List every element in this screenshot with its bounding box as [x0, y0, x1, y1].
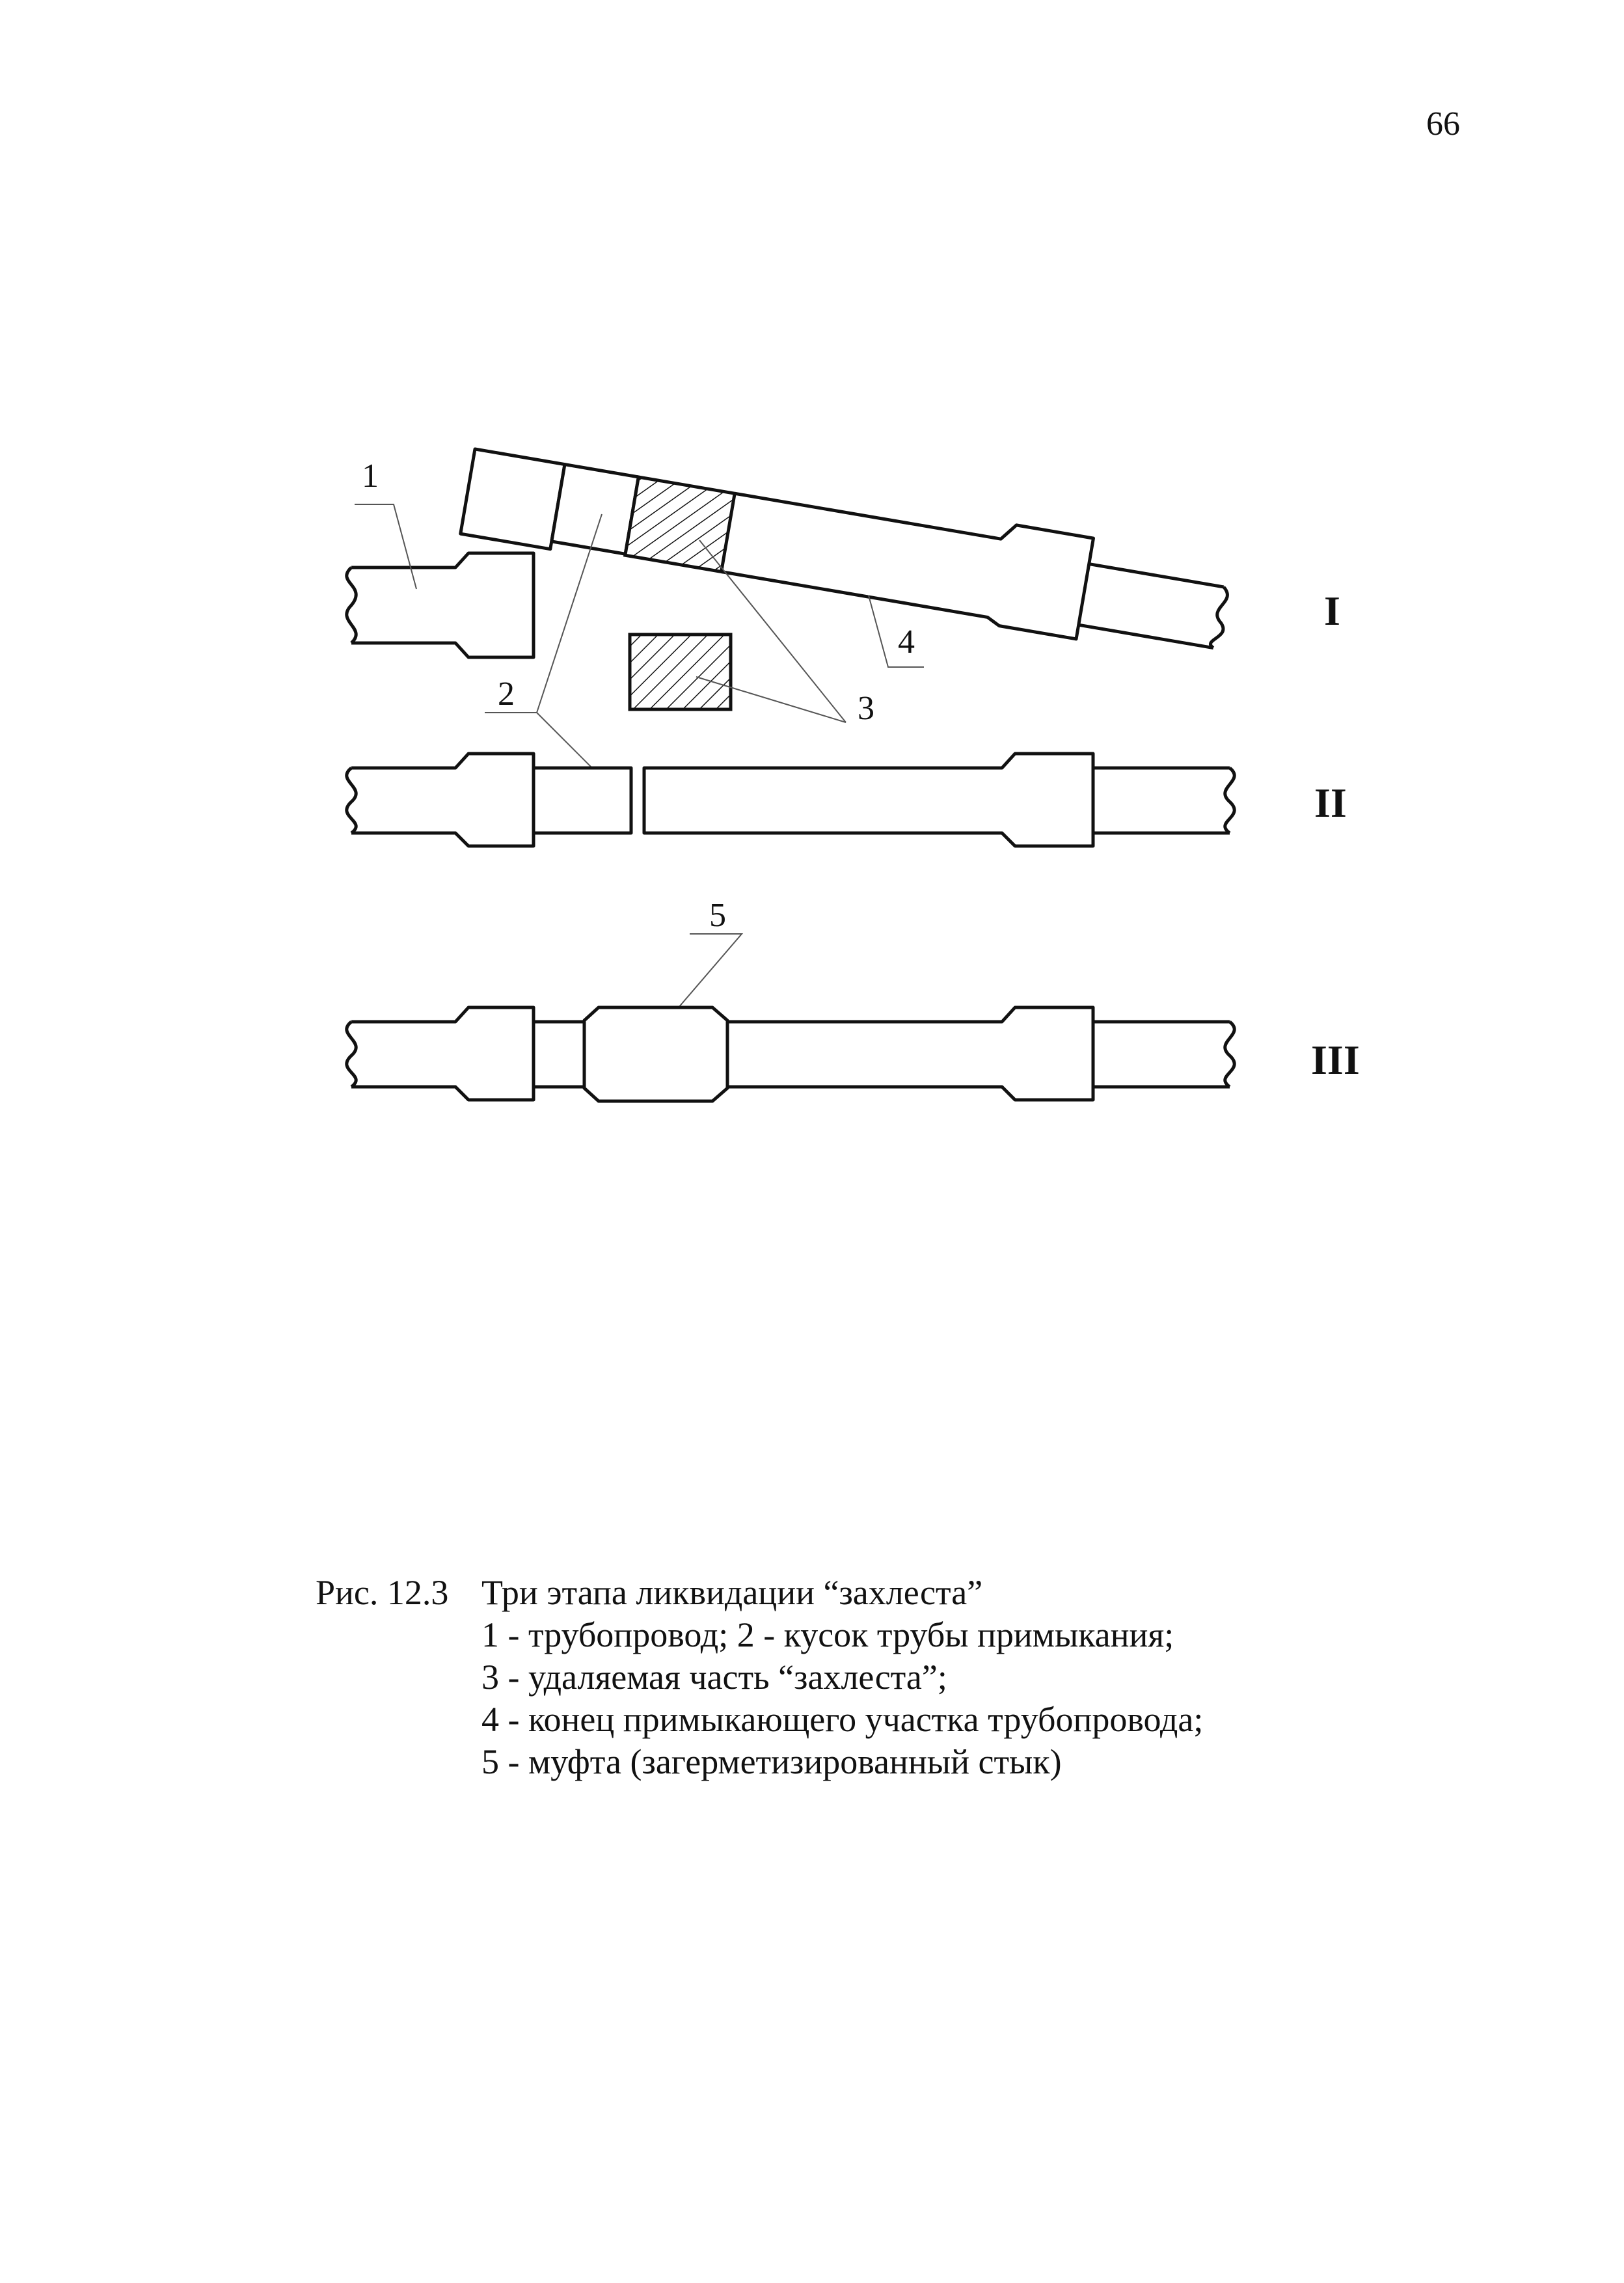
stage-1-tilted-pipe [461, 433, 1235, 663]
figure-caption [316, 1572, 1203, 1783]
stage-2-diagram [347, 754, 1234, 846]
callout-1: 1 [362, 458, 379, 495]
leader-1 [355, 504, 416, 589]
figure-title: Три этапа ликвидации “захлеста” [481, 1573, 983, 1612]
stage-label-3: III [1311, 1037, 1360, 1083]
callout-3: 3 [858, 690, 874, 727]
callout-2: 2 [498, 676, 515, 713]
stage-1-left-pipe [347, 553, 534, 657]
stage-label-2: II [1314, 780, 1347, 826]
stage-3-diagram [347, 1007, 1234, 1101]
legend-line: 5 - муфта (загерметизированный стык) [481, 1742, 1062, 1781]
removed-part-piece [630, 635, 731, 709]
legend-line: 1 - трубопровод; 2 - кусок трубы примыкания; [481, 1615, 1174, 1654]
figure-legend [481, 1614, 1203, 1783]
page-number: 66 [1426, 105, 1460, 143]
coupling-sleeve [584, 1007, 727, 1101]
figure-number: Рис. 12.3 [316, 1573, 449, 1612]
callout-4: 4 [898, 623, 915, 661]
legend-line: 3 - удаляемая часть “захлеста”; [481, 1658, 947, 1697]
stage-label-1: I [1324, 588, 1340, 634]
legend-line: 4 - конец примыкающего участка трубопровода; [481, 1700, 1204, 1739]
callout-5: 5 [709, 897, 726, 934]
stage-1-diagram [347, 433, 1235, 1040]
